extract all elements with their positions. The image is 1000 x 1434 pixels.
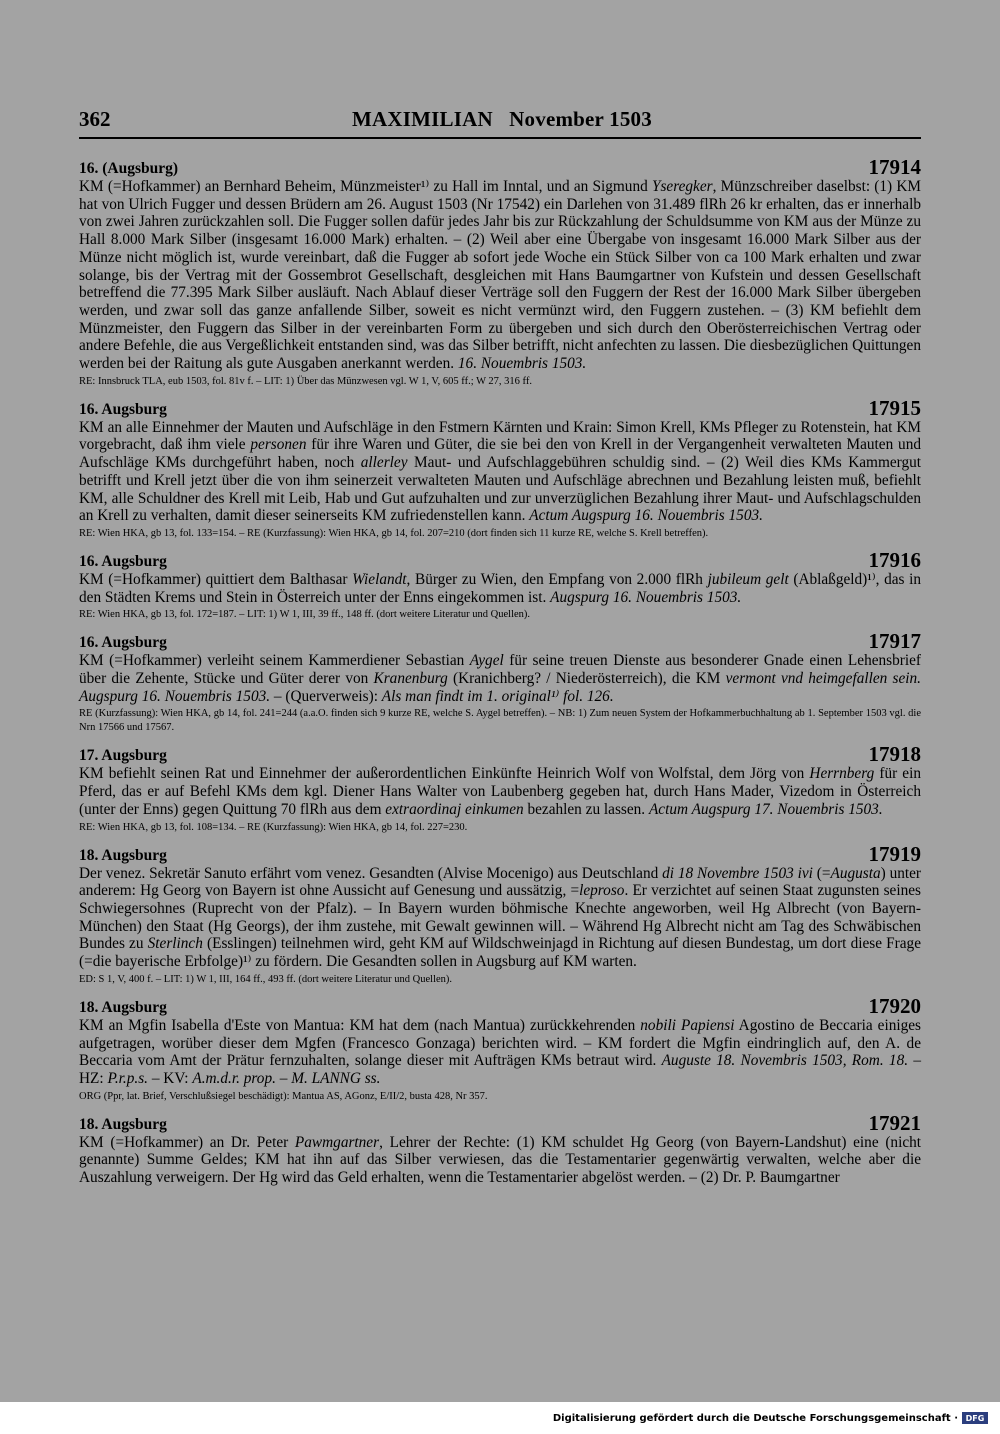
entry-text-run: , Münzschreiber daselbst: (1) KM hat von Ulrich Fugger und dessen Brüdern am 26. August 1503 (Nr 17542) ein Darlehen von 31.489 flRh 26 kr erhalten, das er innerhalb von zwei Jahren zurückzahlen soll. Die Fugger sollen dafür jedes Jahr bis zur Rückzahlung der Schuldsumme von KM aus der Münze zu Hall 8.000 Mark Silber (insgesamt 16.000 Mark) erhalten. – (2) Weil aber eine Übergabe von insgesamt 16.000 Mark Silber aus der Münze nicht möglich ist, wurde vereinbart, daß die Fugger ab sofort jede Woche ein Stück Silber von ca 100 Mark erhalten und zwar solange, bis der Vertrag mit der Gossembrot Gesellschaft, desgleichen mit Hans Baumgartner von Kufstein und dessen Gesellschaft betreffend die 77.395 Mark Silber ausläuft. Nach Ablauf dieser Verträge soll den Fuggern der Rest der 16.000 Mark Silber übergeben werden, und zwar soll das ganze anfallende Silber, soweit es nicht vermünzt wird, den Fuggern zustehen. – (3) KM befiehlt dem Münzmeister, den Fuggern das Silber in der vereinbarten Form zu übergeben und sich durch den Oberösterreichischen Vertrag oder andere Befehle, die aus Vergeßlichkeit entstanden sind, was das Silber betrifft, nicht anfechten zu lassen. Die diesbezüglichen Quittungen werden bei der Raitung als gute Ausgaben anerkannt werden. bbox=[79, 178, 921, 373]
entry-text bbox=[79, 571, 921, 606]
calendar-entry bbox=[79, 549, 921, 622]
entry-text-run: KM (=Hofkammer) an Dr. Peter bbox=[79, 1133, 295, 1151]
entry-number: 17916 bbox=[868, 547, 921, 572]
entry-number: 17920 bbox=[868, 993, 921, 1018]
entry-text-italic: Actum Augspurg 16. Nouembris 1503. bbox=[529, 507, 763, 525]
entry-source: RE: Innsbruck TLA, eub 1503, fol. 81v f. – LIT: 1) Über das Münzwesen vgl. W 1, V, 605 ff.; W 27, 316 ff. bbox=[79, 375, 532, 387]
entry-text-italic: 16. Nouembris 1503. bbox=[457, 355, 587, 373]
entry-source: RE: Wien HKA, gb 13, fol. 108=134. – RE (Kurzfassung): Wien HKA, gb 14, fol. 227=230. bbox=[79, 821, 468, 833]
entry-number: 17921 bbox=[868, 1110, 921, 1135]
entry-text-italic: Augusta bbox=[830, 864, 881, 882]
entry-source: RE: Wien HKA, gb 13, fol. 133=154. – RE (Kurzfassung): Wien HKA, gb 14, fol. 207=210 (dort finden sich 11 kurze RE, welche S. Krell betreffen). bbox=[79, 527, 709, 539]
entry-text-italic: Sterlinch bbox=[147, 935, 203, 953]
entry-text-italic: Augspurg 16. Nouembris 1503. bbox=[550, 588, 742, 606]
calendar-entry bbox=[79, 397, 921, 541]
entry-text-run: ) unter anderem: Hg Georg von Bayern ist ohne Aussicht auf Genesung und aussätzig, = bbox=[79, 864, 922, 900]
entry-number: 17914 bbox=[868, 155, 921, 179]
entry-text bbox=[79, 652, 921, 705]
entry-text-run: (= bbox=[812, 864, 831, 882]
entry-text-run: KM an Mgfin Isabella d'Este von Mantua: KM hat dem (nach Mantua) zurückkehrenden bbox=[79, 1016, 641, 1034]
entry-text-italic: Wielandt bbox=[352, 570, 407, 588]
entry-text-italic: Als man findt im 1. original¹⁾ fol. 126. bbox=[381, 687, 614, 705]
entry-number: 17918 bbox=[868, 742, 921, 767]
entry-text-run: KM befiehlt seinen Rat und Einnehmer der außerordentlichen Einkünfte Heinrich Wolf von Wolfstal, dem Jörg von bbox=[79, 765, 810, 783]
entry-text-italic: leproso bbox=[579, 882, 625, 900]
entry-text-italic: P.r.p.s. bbox=[107, 1069, 148, 1087]
entry-source: RE (Kurzfassung): Wien HKA, gb 14, fol. 241=244 (a.a.O. finden sich 9 kurze RE, welche S. Aygel betreffen). – NB: 1) Zum neuen System der Hofkammerbuchhaltung ab 1. September 1503 vgl. die Nrn 17566 und 17567. bbox=[79, 708, 921, 734]
entry-text-italic: Yseregker bbox=[651, 178, 713, 195]
entry-text-italic: di 18 Novembre 1503 ivi bbox=[662, 864, 813, 882]
dfg-logo-icon: DFG bbox=[962, 1412, 988, 1424]
entry-date: 16. Augsburg bbox=[79, 400, 167, 418]
entry-heading bbox=[79, 843, 921, 865]
entry-date: 18. Augsburg bbox=[79, 846, 167, 864]
entry-text-run: bezahlen zu lassen. bbox=[523, 800, 649, 818]
entry-date: 16. Augsburg bbox=[79, 634, 167, 652]
entry-text-run: – (Querverweis): bbox=[270, 687, 382, 705]
entry-text-italic: Herrnberg bbox=[809, 765, 875, 783]
entry-text-run: (Kranichberg? / Niederösterreich), die KM bbox=[447, 670, 726, 688]
entry-text bbox=[79, 865, 921, 971]
entry-text-italic: Pawmgartner bbox=[294, 1133, 380, 1151]
entry-text-run: , Bürger zu Wien, den Empfang von 2.000 flRh bbox=[406, 570, 708, 588]
entry-text bbox=[79, 178, 921, 373]
entry-text-run: KM an alle Einnehmer der Mauten und Aufschläge in den Fstmern Kärnten und Krain: Simon Krell, KMs Pfleger zu Rotenstein, hat KM vorgebracht, daß ihm viele bbox=[79, 418, 921, 454]
entry-text-run: für seine treuen Dienste aus besonderer Gnade einen Lehensbrief über die Zehente, Stücke und Güter derer von bbox=[79, 652, 921, 688]
entry-text-italic: Actum Augspurg 17. Nouembris 1503. bbox=[648, 800, 883, 818]
entry-text-italic: A.m.d.r. prop. – M. LANNG ss. bbox=[192, 1069, 381, 1087]
entry-text-run: für ein Pferd, das er auf Befehl KMs dem kgl. Diener Hans Walter von Laubenberg gegeben hat, durch Hans Mader, Vizedom in Österreich (unter der Enns) gegen Quittung 70 flRh aus dem bbox=[79, 765, 921, 818]
entry-date: 16. Augsburg bbox=[79, 552, 167, 570]
entry-text-run: (Ablaßgeld)¹⁾, das in den Städten Krems und Stein in Österreich unter der Enns eingekommen ist. bbox=[79, 570, 922, 606]
entry-text bbox=[79, 1134, 921, 1187]
entry-text-run: – HZ: bbox=[79, 1052, 921, 1087]
entry-text bbox=[79, 1017, 921, 1088]
entry-text-run: KM (=Hofkammer) verleiht seinem Kammerdiener Sebastian bbox=[79, 652, 470, 670]
entry-heading bbox=[79, 630, 921, 652]
entry-text-run: , Lehrer der Rechte: (1) KM schuldet Hg Georg (von Bayern-Landshut) eine (nicht genannte) Summe Geldes; KM hat ihn auf das Silber verwiesen, das die Testamentarier gegenwärtig verwalten, welche aber die Auszahlung verweigern. Der Hg wird das Geld erhalten, wenn die Testamentarier abgelöst werden. – (2) Dr. P. Baumgartner bbox=[79, 1133, 922, 1187]
footer-credit-text: Digitalisierung gefördert durch die Deutsche Forschungsgemeinschaft · bbox=[552, 1412, 958, 1424]
entry-text-run: KM (=Hofkammer) an Bernhard Beheim, Münzmeister¹⁾ zu Hall im Inntal, und an Sigmund bbox=[79, 178, 652, 195]
entry-text-run: . Er verzichtet auf seinen Staat zugunsten seines Schwiegersohnes (Ruprecht von der Pfalz). – In Bayern wurden böhmische Knechte angeworben, weil Hg Albrecht (von Bayern-München) den Staat (Hg Georgs), der ihm zustehe, mit Gewalt gewinnen will. – Während Hg Albrecht nicht am Tag des Schwäbischen Bundes zu bbox=[79, 882, 921, 953]
entry-text-italic: extraordinaj einkumen bbox=[385, 800, 524, 818]
entry-text-italic: nobili Papiensi bbox=[640, 1016, 735, 1034]
entry-text-run: Maut- und Aufschlaggebühren schuldig sind. – (2) Weil dies KMs Kammergut betrifft und Krell jetzt über die von ihm seinerzeit verwalteten Mauten und Aufschläge abrechnen und Bezahlung leisten muß, befiehlt KM, alle Schuldner des Krell mit Leib, Hab und Gut aufzuhalten und zur unverzüglichen Bezahlung ihrer Maut- und Aufschlagschulden an Krell zu verhalten, damit dieser seinerseits KM zufriedenstellen kann. bbox=[79, 454, 921, 525]
page-number: 362 bbox=[79, 107, 111, 131]
entry-source: ED: S 1, V, 400 f. – LIT: 1) W 1, III, 164 ff., 493 ff. (dort weitere Literatur und Quellen). bbox=[79, 973, 453, 985]
calendar-entry bbox=[79, 995, 921, 1104]
entry-heading bbox=[79, 156, 921, 178]
entry-heading bbox=[79, 995, 921, 1017]
entry-date: 17. Augsburg bbox=[79, 747, 167, 765]
entry-text-run: Der venez. Sekretär Sanuto erfährt vom venez. Gesandten (Alvise Mocenigo) aus Deutschland bbox=[79, 864, 663, 882]
calendar-entry bbox=[79, 843, 921, 987]
entry-text-run: (Esslingen) teilnehmen wird, geht KM auf Wildschweinjagd in Richtung auf diesen Bundestag, um dort diese Frage (=die bayerische Erbfolge)¹⁾ zu fördern. Die Gesandten sollen in Augsburg auf KM warten. bbox=[79, 935, 921, 971]
entry-heading bbox=[79, 549, 921, 571]
entry-number: 17915 bbox=[868, 395, 921, 420]
calendar-entry bbox=[79, 743, 921, 834]
page-header bbox=[79, 107, 921, 139]
entry-text-italic: personen bbox=[250, 436, 307, 454]
entry-text-run: – KV: bbox=[148, 1069, 193, 1087]
entry-text-italic: jubileum gelt bbox=[707, 570, 789, 588]
entry-number: 17919 bbox=[868, 841, 921, 866]
running-title: MAXIMILIAN November 1503 bbox=[352, 107, 652, 131]
entry-text bbox=[79, 765, 921, 818]
entry-text bbox=[79, 419, 921, 525]
calendar-entry bbox=[79, 156, 921, 389]
entry-text-run: KM (=Hofkammer) quittiert dem Balthasar bbox=[79, 570, 353, 588]
entry-text-italic: Aygel bbox=[469, 652, 504, 670]
entry-text-run: für ihre Waren und Güter, die sie bei den von Krell in der Vergangenheit verwalteten Mauten und Aufschläge KMs durchgeführt haben, noch bbox=[79, 436, 921, 472]
entry-source: RE: Wien HKA, gb 13, fol. 172=187. – LIT: 1) W 1, III, 39 ff., 148 ff. (dort weitere Literatur und Quellen). bbox=[79, 609, 531, 621]
entry-date: 18. Augsburg bbox=[79, 998, 167, 1016]
entry-text-italic: vermont vnd heimgefallen sein. Augspurg 16. Nouembris 1503. bbox=[79, 670, 921, 705]
entry-text-italic: Kranenburg bbox=[373, 670, 448, 688]
entries-list bbox=[79, 156, 921, 1195]
entry-heading bbox=[79, 397, 921, 419]
entry-source: ORG (Ppr, lat. Brief, Verschlußsiegel beschädigt): Mantua AS, AGonz, E/II/2, busta 428, Nr 357. bbox=[79, 1090, 488, 1102]
entry-date: 16. (Augsburg) bbox=[79, 160, 179, 177]
calendar-entry bbox=[79, 1112, 921, 1187]
footer-credit bbox=[553, 1412, 988, 1424]
entry-heading bbox=[79, 1112, 921, 1134]
calendar-entry bbox=[79, 630, 921, 735]
entry-text-italic: Auguste 18. Novembris 1503, Rom. 18. bbox=[661, 1052, 909, 1070]
entry-date: 18. Augsburg bbox=[79, 1115, 167, 1133]
entry-number: 17917 bbox=[868, 629, 921, 654]
entry-heading bbox=[79, 743, 921, 765]
entry-text-run: Agostino de Beccaria einiges aufgetragen, worüber dieser dem Mgfen (Francesco Gonzaga) berichten wird. – KM fordert die Mgfin eindringlich auf, den A. de Beccaria vom Amt der Prätur fernzuhalten, solange dieser mit Aufträgen KMs betraut wird. bbox=[79, 1016, 922, 1070]
entry-text-italic: allerley bbox=[360, 454, 408, 472]
